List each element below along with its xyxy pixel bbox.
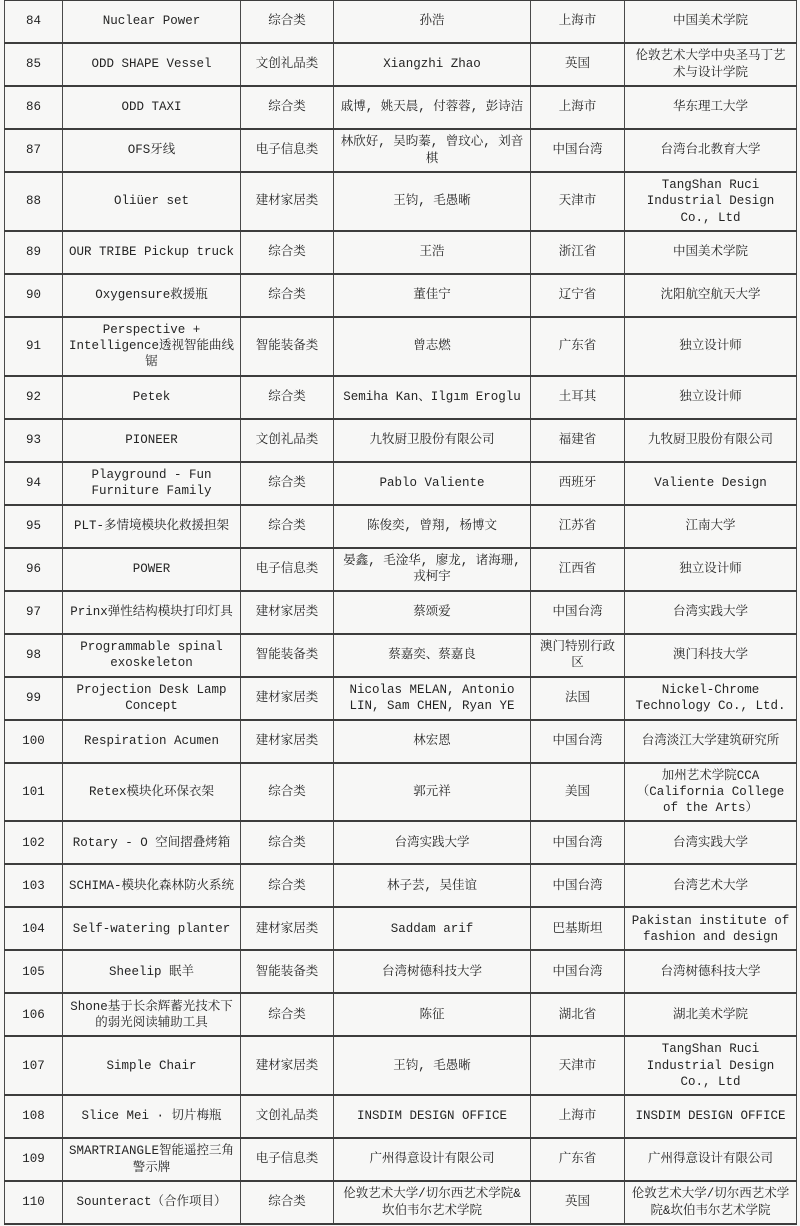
category-cell: 综合类 [241, 1181, 334, 1224]
category-cell: 文创礼品类 [241, 1095, 334, 1138]
table-row [5, 86, 797, 129]
category-cell: 综合类 [241, 86, 334, 129]
project-name-cell: Nuclear Power [63, 0, 241, 43]
category-cell: 电子信息类 [241, 1138, 334, 1181]
row-number-cell: 109 [5, 1138, 63, 1181]
designers-cell: 曾志燃 [334, 317, 531, 376]
row-number-cell: 108 [5, 1095, 63, 1138]
project-name-cell: Respiration Acumen [63, 720, 241, 763]
region-cell: 西班牙 [531, 462, 625, 505]
category-cell: 综合类 [241, 0, 334, 43]
row-number-cell: 97 [5, 591, 63, 634]
table-row [5, 172, 797, 231]
project-name-cell: PIONEER [63, 419, 241, 462]
project-name-cell: Sounteract（合作项目） [63, 1181, 241, 1224]
table-row [5, 1095, 797, 1138]
institution-cell: 沈阳航空航天大学 [625, 274, 797, 317]
institution-cell: 中国美术学院 [625, 231, 797, 274]
table-row [5, 1036, 797, 1095]
table-row [5, 462, 797, 505]
designers-cell: 台湾树德科技大学 [334, 950, 531, 993]
table-row [5, 548, 797, 591]
project-name-cell: Self-watering planter [63, 907, 241, 950]
designers-cell: 王钧, 毛愚晰 [334, 1036, 531, 1095]
institution-cell: 台湾实践大学 [625, 821, 797, 864]
category-cell: 文创礼品类 [241, 43, 334, 86]
row-number-cell: 90 [5, 274, 63, 317]
category-cell: 综合类 [241, 864, 334, 907]
institution-cell: 广州得意设计有限公司 [625, 1138, 797, 1181]
row-number-cell: 88 [5, 172, 63, 231]
designers-cell: 蔡嘉奕、蔡嘉良 [334, 634, 531, 677]
project-name-cell: Simple Chair [63, 1036, 241, 1095]
institution-cell: 独立设计师 [625, 376, 797, 419]
row-number-cell: 101 [5, 763, 63, 822]
category-cell: 综合类 [241, 231, 334, 274]
designers-cell: 蔡颂爱 [334, 591, 531, 634]
table-row [5, 1138, 797, 1181]
region-cell: 中国台湾 [531, 864, 625, 907]
project-name-cell: ODD TAXI [63, 86, 241, 129]
table-row [5, 950, 797, 993]
region-cell: 中国台湾 [531, 821, 625, 864]
region-cell: 英国 [531, 1181, 625, 1224]
designers-cell: 林子芸, 吴佳谊 [334, 864, 531, 907]
project-name-cell: Prinx弹性结构模块打印灯具 [63, 591, 241, 634]
project-name-cell: ODD SHAPE Vessel [63, 43, 241, 86]
category-cell: 智能装备类 [241, 950, 334, 993]
designers-cell: Saddam arif [334, 907, 531, 950]
category-cell: 综合类 [241, 274, 334, 317]
table-row [5, 591, 797, 634]
designers-cell: Xiangzhi Zhao [334, 43, 531, 86]
region-cell: 福建省 [531, 419, 625, 462]
institution-cell: TangShan Ruci Industrial Design Co., Ltd [625, 172, 797, 231]
table-row [5, 505, 797, 548]
category-cell: 智能装备类 [241, 634, 334, 677]
region-cell: 土耳其 [531, 376, 625, 419]
region-cell: 辽宁省 [531, 274, 625, 317]
designers-cell: Nicolas MELAN, Antonio LIN, Sam CHEN, Ryan YE [334, 677, 531, 720]
row-number-cell: 86 [5, 86, 63, 129]
designers-cell: 董佳宁 [334, 274, 531, 317]
institution-cell: 台湾艺术大学 [625, 864, 797, 907]
table-row [5, 677, 797, 720]
project-name-cell: Slice Mei · 切片梅瓶 [63, 1095, 241, 1138]
row-number-cell: 84 [5, 0, 63, 43]
table-row [5, 129, 797, 172]
region-cell: 澳门特别行政区 [531, 634, 625, 677]
project-name-cell: Playground - Fun Furniture Family [63, 462, 241, 505]
region-cell: 广东省 [531, 317, 625, 376]
project-name-cell: Programmable spinal exoskeleton [63, 634, 241, 677]
designers-cell: 伦敦艺术大学/切尔西艺术学院&坎伯韦尔艺术学院 [334, 1181, 531, 1224]
table-row [5, 419, 797, 462]
project-name-cell: OUR TRIBE Pickup truck [63, 231, 241, 274]
institution-cell: 华东理工大学 [625, 86, 797, 129]
region-cell: 中国台湾 [531, 720, 625, 763]
project-name-cell: Rotary - O 空间摺叠烤箱 [63, 821, 241, 864]
category-cell: 电子信息类 [241, 129, 334, 172]
table-row [5, 376, 797, 419]
institution-cell: 九牧厨卫股份有限公司 [625, 419, 797, 462]
designers-cell: 晏鑫, 毛淦华, 廖龙, 诸海珊, 戎柯宇 [334, 548, 531, 591]
institution-cell: 独立设计师 [625, 548, 797, 591]
designers-cell: 陈征 [334, 993, 531, 1036]
designers-cell: 孙浩 [334, 0, 531, 43]
row-number-cell: 105 [5, 950, 63, 993]
designers-cell: 戚博, 姚天晨, 付蓉蓉, 彭诗洁 [334, 86, 531, 129]
region-cell: 江苏省 [531, 505, 625, 548]
table-row [5, 763, 797, 822]
region-cell: 巴基斯坦 [531, 907, 625, 950]
institution-cell: 湖北美术学院 [625, 993, 797, 1036]
region-cell: 上海市 [531, 1095, 625, 1138]
institution-cell: 澳门科技大学 [625, 634, 797, 677]
project-name-cell: POWER [63, 548, 241, 591]
category-cell: 综合类 [241, 376, 334, 419]
region-cell: 中国台湾 [531, 129, 625, 172]
region-cell: 天津市 [531, 1036, 625, 1095]
category-cell: 综合类 [241, 821, 334, 864]
institution-cell: 台湾台北教育大学 [625, 129, 797, 172]
table-row [5, 43, 797, 86]
project-name-cell: Retex模块化环保衣架 [63, 763, 241, 822]
region-cell: 江西省 [531, 548, 625, 591]
region-cell: 英国 [531, 43, 625, 86]
project-name-cell: OFS牙线 [63, 129, 241, 172]
category-cell: 综合类 [241, 462, 334, 505]
region-cell: 中国台湾 [531, 591, 625, 634]
row-number-cell: 96 [5, 548, 63, 591]
project-name-cell: SCHIMA-模块化森林防火系统 [63, 864, 241, 907]
table-row [5, 864, 797, 907]
row-number-cell: 87 [5, 129, 63, 172]
institution-cell: 伦敦艺术大学/切尔西艺术学院&坎伯韦尔艺术学院 [625, 1181, 797, 1224]
designers-cell: 林宏恩 [334, 720, 531, 763]
row-number-cell: 102 [5, 821, 63, 864]
region-cell: 中国台湾 [531, 950, 625, 993]
row-number-cell: 89 [5, 231, 63, 274]
table-row [5, 907, 797, 950]
category-cell: 建材家居类 [241, 172, 334, 231]
project-name-cell: Petek [63, 376, 241, 419]
project-name-cell: Projection Desk Lamp Concept [63, 677, 241, 720]
category-cell: 建材家居类 [241, 677, 334, 720]
designers-cell: INSDIM DESIGN OFFICE [334, 1095, 531, 1138]
row-number-cell: 93 [5, 419, 63, 462]
row-number-cell: 95 [5, 505, 63, 548]
institution-cell: 伦敦艺术大学中央圣马丁艺术与设计学院 [625, 43, 797, 86]
row-number-cell: 103 [5, 864, 63, 907]
category-cell: 建材家居类 [241, 591, 334, 634]
table-row [5, 274, 797, 317]
region-cell: 天津市 [531, 172, 625, 231]
table-row [5, 317, 797, 376]
designers-cell: 台湾实践大学 [334, 821, 531, 864]
region-cell: 美国 [531, 763, 625, 822]
award-entries-table [4, 0, 797, 1225]
category-cell: 文创礼品类 [241, 419, 334, 462]
award-entries-tbody [5, 0, 797, 1224]
institution-cell: TangShan Ruci Industrial Design Co., Ltd [625, 1036, 797, 1095]
project-name-cell: PLT-多情境模块化救援担架 [63, 505, 241, 548]
row-number-cell: 104 [5, 907, 63, 950]
project-name-cell: Sheelip 眠羊 [63, 950, 241, 993]
row-number-cell: 92 [5, 376, 63, 419]
row-number-cell: 91 [5, 317, 63, 376]
project-name-cell: SMARTRIANGLE智能遥控三角警示牌 [63, 1138, 241, 1181]
category-cell: 建材家居类 [241, 1036, 334, 1095]
table-row [5, 720, 797, 763]
row-number-cell: 85 [5, 43, 63, 86]
row-number-cell: 106 [5, 993, 63, 1036]
category-cell: 建材家居类 [241, 907, 334, 950]
category-cell: 建材家居类 [241, 720, 334, 763]
institution-cell: 加州艺术学院CCA（California College of the Arts） [625, 763, 797, 822]
institution-cell: 中国美术学院 [625, 0, 797, 43]
designers-cell: 九牧厨卫股份有限公司 [334, 419, 531, 462]
region-cell: 上海市 [531, 0, 625, 43]
project-name-cell: Shone基于长余辉蓄光技术下的弱光阅读辅助工具 [63, 993, 241, 1036]
table-row [5, 0, 797, 43]
category-cell: 综合类 [241, 763, 334, 822]
category-cell: 综合类 [241, 505, 334, 548]
institution-cell: 江南大学 [625, 505, 797, 548]
category-cell: 智能装备类 [241, 317, 334, 376]
designers-cell: Pablo Valiente [334, 462, 531, 505]
row-number-cell: 100 [5, 720, 63, 763]
designers-cell: 王浩 [334, 231, 531, 274]
project-name-cell: Perspective + Intelligence透视智能曲线锯 [63, 317, 241, 376]
designers-cell: 郭元祥 [334, 763, 531, 822]
project-name-cell: Oliüer set [63, 172, 241, 231]
institution-cell: Nickel-Chrome Technology Co., Ltd. [625, 677, 797, 720]
row-number-cell: 98 [5, 634, 63, 677]
row-number-cell: 94 [5, 462, 63, 505]
region-cell: 浙江省 [531, 231, 625, 274]
designers-cell: 林欣好, 吴昀蓁, 曾玟心, 刘音棋 [334, 129, 531, 172]
designers-cell: 陈俊奕, 曾翔, 杨博文 [334, 505, 531, 548]
table-row [5, 634, 797, 677]
region-cell: 广东省 [531, 1138, 625, 1181]
row-number-cell: 107 [5, 1036, 63, 1095]
designers-cell: Semiha Kan、Ilgım Eroglu [334, 376, 531, 419]
category-cell: 电子信息类 [241, 548, 334, 591]
institution-cell: 台湾树德科技大学 [625, 950, 797, 993]
table-row [5, 231, 797, 274]
row-number-cell: 99 [5, 677, 63, 720]
institution-cell: 独立设计师 [625, 317, 797, 376]
institution-cell: Valiente Design [625, 462, 797, 505]
table-row [5, 821, 797, 864]
region-cell: 上海市 [531, 86, 625, 129]
project-name-cell: Oxygensure救援瓶 [63, 274, 241, 317]
table-row [5, 1181, 797, 1224]
institution-cell: Pakistan institute of fashion and design [625, 907, 797, 950]
category-cell: 综合类 [241, 993, 334, 1036]
row-number-cell: 110 [5, 1181, 63, 1224]
institution-cell: INSDIM DESIGN OFFICE [625, 1095, 797, 1138]
designers-cell: 广州得意设计有限公司 [334, 1138, 531, 1181]
region-cell: 湖北省 [531, 993, 625, 1036]
designers-cell: 王钧, 毛愚晰 [334, 172, 531, 231]
region-cell: 法国 [531, 677, 625, 720]
institution-cell: 台湾实践大学 [625, 591, 797, 634]
institution-cell: 台湾淡江大学建筑研究所 [625, 720, 797, 763]
table-row [5, 993, 797, 1036]
